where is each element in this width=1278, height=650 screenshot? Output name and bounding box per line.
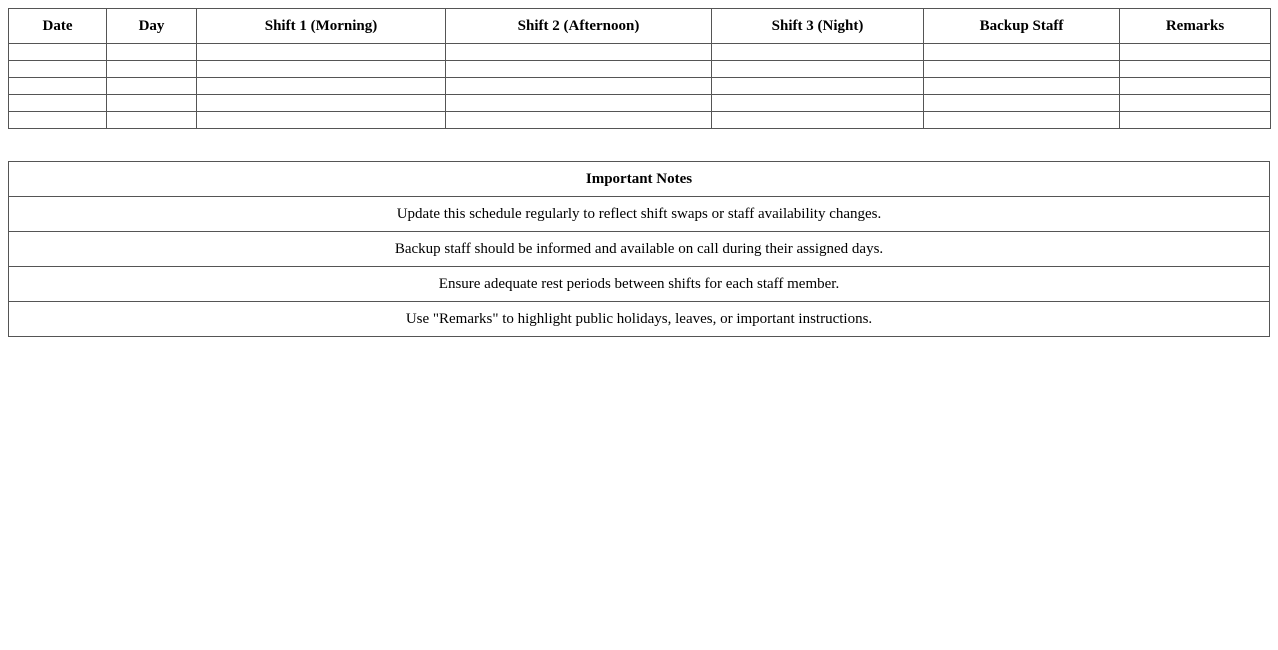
cell-date[interactable] [9,61,107,78]
cell-date[interactable] [9,112,107,129]
cell-date[interactable] [9,95,107,112]
cell-remarks[interactable] [1120,95,1271,112]
note-item: Use "Remarks" to highlight public holidays, leaves, or important instructions. [9,302,1270,337]
column-header-shift-afternoon: Shift 2 (Afternoon) [446,9,712,44]
cell-backup-staff[interactable] [924,44,1120,61]
column-header-date: Date [9,9,107,44]
cell-shift-morning[interactable] [197,95,446,112]
cell-shift-morning[interactable] [197,44,446,61]
cell-remarks[interactable] [1120,112,1271,129]
cell-shift-afternoon[interactable] [446,78,712,95]
column-header-remarks: Remarks [1120,9,1271,44]
cell-day[interactable] [107,112,197,129]
table-row [9,44,1271,61]
cell-date[interactable] [9,78,107,95]
cell-shift-night[interactable] [712,44,924,61]
table-row [9,61,1271,78]
cell-shift-night[interactable] [712,78,924,95]
note-row [9,267,1270,302]
note-item: Ensure adequate rest periods between shifts for each staff member. [9,267,1270,302]
cell-shift-afternoon[interactable] [446,112,712,129]
note-item: Update this schedule regularly to reflect shift swaps or staff availability changes. [9,197,1270,232]
cell-day[interactable] [107,61,197,78]
cell-backup-staff[interactable] [924,95,1120,112]
cell-day[interactable] [107,44,197,61]
cell-date[interactable] [9,44,107,61]
cell-shift-night[interactable] [712,61,924,78]
cell-shift-afternoon[interactable] [446,61,712,78]
cell-shift-afternoon[interactable] [446,44,712,61]
cell-backup-staff[interactable] [924,112,1120,129]
notes-header-row [9,162,1270,197]
note-item: Backup staff should be informed and available on call during their assigned days. [9,232,1270,267]
cell-shift-afternoon[interactable] [446,95,712,112]
table-row [9,112,1271,129]
cell-shift-morning[interactable] [197,112,446,129]
cell-backup-staff[interactable] [924,61,1120,78]
cell-shift-morning[interactable] [197,61,446,78]
cell-shift-night[interactable] [712,95,924,112]
important-notes-table [8,161,1270,337]
cell-remarks[interactable] [1120,78,1271,95]
cell-day[interactable] [107,78,197,95]
column-header-shift-night: Shift 3 (Night) [712,9,924,44]
cell-shift-morning[interactable] [197,78,446,95]
cell-shift-night[interactable] [712,112,924,129]
schedule-header-row [9,9,1271,44]
column-header-shift-morning: Shift 1 (Morning) [197,9,446,44]
cell-remarks[interactable] [1120,61,1271,78]
column-header-backup-staff: Backup Staff [924,9,1120,44]
cell-backup-staff[interactable] [924,78,1120,95]
column-header-day: Day [107,9,197,44]
note-row [9,302,1270,337]
note-row [9,232,1270,267]
note-row [9,197,1270,232]
cell-day[interactable] [107,95,197,112]
table-row [9,78,1271,95]
table-row [9,95,1271,112]
shift-schedule-table [8,8,1271,129]
cell-remarks[interactable] [1120,44,1271,61]
notes-title: Important Notes [9,162,1270,197]
